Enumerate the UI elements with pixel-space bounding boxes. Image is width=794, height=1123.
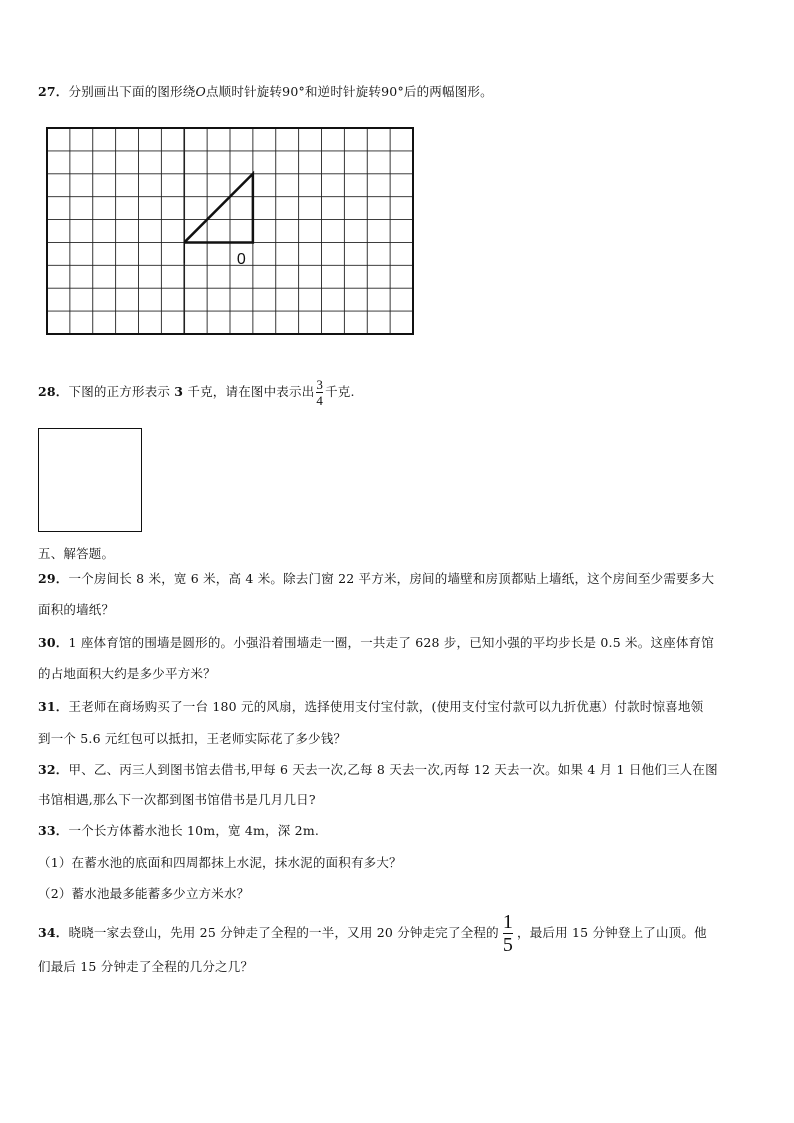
point-o-label: O xyxy=(195,84,206,99)
rotation-grid xyxy=(46,127,414,335)
section-title: 五、解答题。 xyxy=(38,546,115,561)
question-text: 下图的正方形表示 xyxy=(68,384,171,399)
fraction-denominator: 4 xyxy=(316,393,324,408)
question-number: 27． xyxy=(38,84,69,99)
fraction-numerator: 3 xyxy=(316,377,324,392)
question-text: 千克. xyxy=(325,384,355,399)
fraction-one-fifth xyxy=(503,912,513,955)
question-text: 王老师在商场购买了一台 180 元的风扇，选择使用支付宝付款，(使用支付宝付款可以九折优惠）付款时惊喜地领 xyxy=(68,699,704,714)
question-28 xyxy=(38,378,758,407)
question-33 xyxy=(38,823,758,839)
question-text: 后的两幅图形。 xyxy=(403,84,493,99)
question-33-sub2: （2）蓄水池最多能蓄多少立方米水？ xyxy=(38,886,250,901)
question-31 xyxy=(38,699,758,715)
question-32 xyxy=(38,762,758,778)
question-text: 1 座体育馆的围墙是圆形的。小强沿着围墙走一圈，一共走了 628 步，已知小强的平均步长是 0.5 米。这座体育馆 xyxy=(68,635,714,650)
question-text: 点顺时针旋转 xyxy=(205,84,283,99)
question-32-line2: 书馆相遇,那么下一次都到图书馆借书是几月几日? xyxy=(38,792,316,807)
grid-lines xyxy=(47,128,413,334)
question-text: 一个长方体蓄水池长 10m，宽 4m，深 2m. xyxy=(68,823,320,838)
question-text: 和逆时针旋转 xyxy=(304,84,382,99)
question-27 xyxy=(38,84,758,100)
question-29 xyxy=(38,571,758,587)
question-30 xyxy=(38,635,758,651)
square-diagram xyxy=(38,428,142,532)
question-30-line2: 的占地面积大约是多少平方米？ xyxy=(38,666,216,681)
degree-value: 90° xyxy=(282,84,305,99)
question-text: 甲、乙、丙三人到图书馆去借书,甲每 6 天去一次,乙每 8 天去一次,丙每 12 天去一次。如果 4 月 1 日他们三人在图 xyxy=(68,762,718,777)
question-text: 千克，请在图中表示出 xyxy=(187,384,315,399)
question-number: 34． xyxy=(38,925,69,940)
fraction-three-quarters xyxy=(316,378,323,407)
question-34 xyxy=(38,911,758,956)
question-number: 28． xyxy=(38,384,69,399)
degree-value: 90° xyxy=(381,84,404,99)
question-number: 33． xyxy=(38,823,69,838)
question-text: 分别画出下面的图形绕 xyxy=(68,84,196,99)
kg-value: 3 xyxy=(174,384,184,399)
question-34-line2: 们最后 15 分钟走了全程的几分之几？ xyxy=(38,959,254,974)
fraction-denominator: 5 xyxy=(502,934,514,956)
question-number: 30． xyxy=(38,635,69,650)
question-text: 一个房间长 8 米，宽 6 米，高 4 米。除去门窗 22 平方米，房间的墙壁和房顶都贴上墙纸，这个房间至少需要多大 xyxy=(68,571,715,586)
origin-label: 0 xyxy=(236,251,246,269)
question-number: 29． xyxy=(38,571,69,586)
question-text: 晓晓一家去登山，先用 25 分钟走了全程的一半，又用 20 分钟走完了全程的 xyxy=(68,925,499,940)
triangle-figure xyxy=(184,174,253,243)
question-text: ，最后用 15 分钟登上了山顶。他 xyxy=(517,925,707,940)
question-29-line2: 面积的墙纸？ xyxy=(38,602,115,617)
question-number: 31． xyxy=(38,699,69,714)
question-number: 32． xyxy=(38,762,69,777)
question-31-line2: 到一个 5.6 元红包可以抵扣，王老师实际花了多少钱？ xyxy=(38,731,347,746)
question-33-sub1: （1）在蓄水池的底面和四周都抹上水泥，抹水泥的面积有多大？ xyxy=(38,855,402,870)
fraction-numerator: 1 xyxy=(502,911,514,933)
